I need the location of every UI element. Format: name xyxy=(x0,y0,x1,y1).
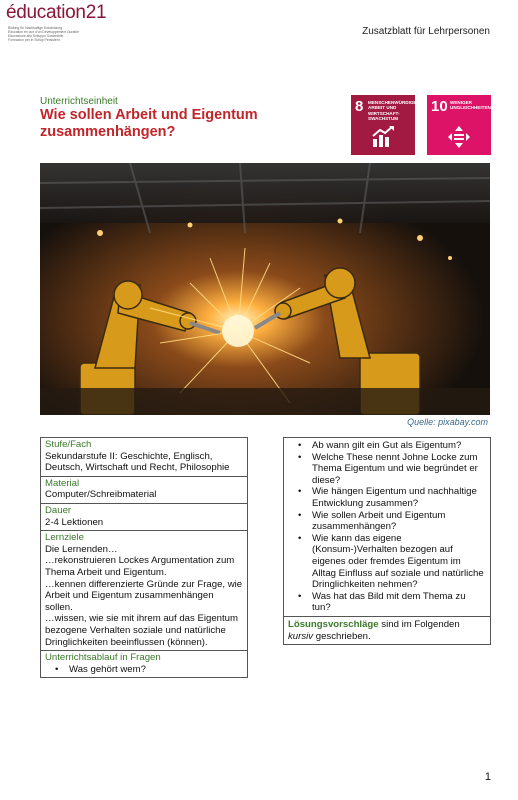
unit-title: Wie sollen Arbeit und Eigentum zusammenhängen? xyxy=(40,107,258,140)
logo-sub-line: Éducation en vue d'un Développement Durable xyxy=(8,30,79,34)
solution-italic: kursiv xyxy=(288,630,314,642)
logo-sub-line: Bildung für Nachhaltige Entwicklung xyxy=(8,26,63,30)
lesson-info-table xyxy=(40,437,248,678)
dauer-cell xyxy=(41,504,247,531)
equality-arrows-icon xyxy=(447,125,471,149)
robot-welding-photo xyxy=(40,163,490,415)
document-type: Zusatzblatt für Lehrpersonen xyxy=(362,26,490,37)
lernziele-line: …rekonstruieren Lockes Argumentation zum Thema Arbeit und Eigentum. xyxy=(45,555,235,578)
lernziele-cell xyxy=(41,531,247,651)
photo-caption: Quelle: pixabay.com xyxy=(407,417,488,427)
stufe-text: Sekundarstufe II: Geschichte, Englisch, Deutsch, Wirtschaft und Recht, Philosophie xyxy=(45,450,230,474)
education21-logo xyxy=(2,2,107,44)
sdg-number: 10 xyxy=(431,98,448,115)
lernziele-line: …kennen differenzierte Gründe zur Frage, wie Arbeit und Eigentum zusammenhängen sollen. xyxy=(45,578,243,613)
question-list xyxy=(45,664,243,676)
growth-chart-icon xyxy=(371,125,395,149)
ablauf-heading: Unterrichtsablauf in Fragen xyxy=(45,652,161,664)
lernziele-heading: Lernziele xyxy=(45,532,84,544)
material-text: Computer/Schreibmaterial xyxy=(45,489,157,501)
material-heading: Material xyxy=(45,477,80,489)
questions-table xyxy=(283,437,491,645)
dauer-text: 2-4 Lektionen xyxy=(45,516,104,528)
solution-note xyxy=(284,616,490,644)
question-item: • Wie hängen Eigentum und nachhaltige Entwicklung zusammen? xyxy=(288,486,486,509)
sdg-text: MENSCHENWÜRDIGE ARBEIT UND WIRTSCHAFT-SWACHSTUM xyxy=(368,100,417,122)
question-list xyxy=(288,440,486,614)
solution-end: geschrieben. xyxy=(313,630,371,642)
ablauf-cell xyxy=(41,651,247,678)
sdg-number: 8 xyxy=(355,98,364,115)
lernziele-line: …wissen, wie sie mit ihrem auf das Eigentum bezogene Verhalten soziale und natürliche Dringlichkeiten beeinflussen (können). xyxy=(45,613,239,648)
material-cell xyxy=(41,477,247,504)
stufe-heading: Stufe/Fach xyxy=(45,439,92,450)
page-number: 1 xyxy=(484,771,491,783)
sdg-text: WENIGER UNGLEICHHEITEN xyxy=(450,100,491,111)
question-item: • Was gehört wem? xyxy=(45,664,243,676)
question-item: • Wie kann das eigene (Konsum-)Verhalten bezogen auf eigenes oder fremdes Eigentum im Alltag Einfluss auf soziale und natürliche Dringlichkeiten nehmen? xyxy=(288,533,486,591)
dauer-heading: Dauer xyxy=(45,504,72,516)
sdg-10-tile xyxy=(427,95,491,155)
stufe-cell xyxy=(41,438,247,477)
sdg-8-tile xyxy=(351,95,415,155)
logo-sub-line: Educazione allo Sviluppo Sostenibile xyxy=(8,34,64,38)
question-item: • Welche These nennt Johne Locke zum Thema Eigentum und wie begründet er diese? xyxy=(288,452,486,487)
logo-subtitle xyxy=(8,26,104,42)
solution-text: sind im Folgenden xyxy=(378,618,460,630)
question-item: • Ab wann gilt ein Gut als Eigentum? xyxy=(288,440,486,452)
logo-sub-line: Formaziun per in Svilup Persistent xyxy=(8,38,60,42)
unit-label: Unterrichtseinheit xyxy=(40,96,118,107)
logo-name: éducation21 xyxy=(6,2,107,23)
lernziele-line: Die Lernenden… xyxy=(45,543,118,555)
question-item: • Wie sollen Arbeit und Eigentum zusammenhängen? xyxy=(288,510,486,533)
solution-bold: Lösungsvorschläge xyxy=(288,618,379,630)
question-item: • Was hat das Bild mit dem Thema zu tun? xyxy=(288,591,486,614)
questions-cell xyxy=(284,438,490,616)
